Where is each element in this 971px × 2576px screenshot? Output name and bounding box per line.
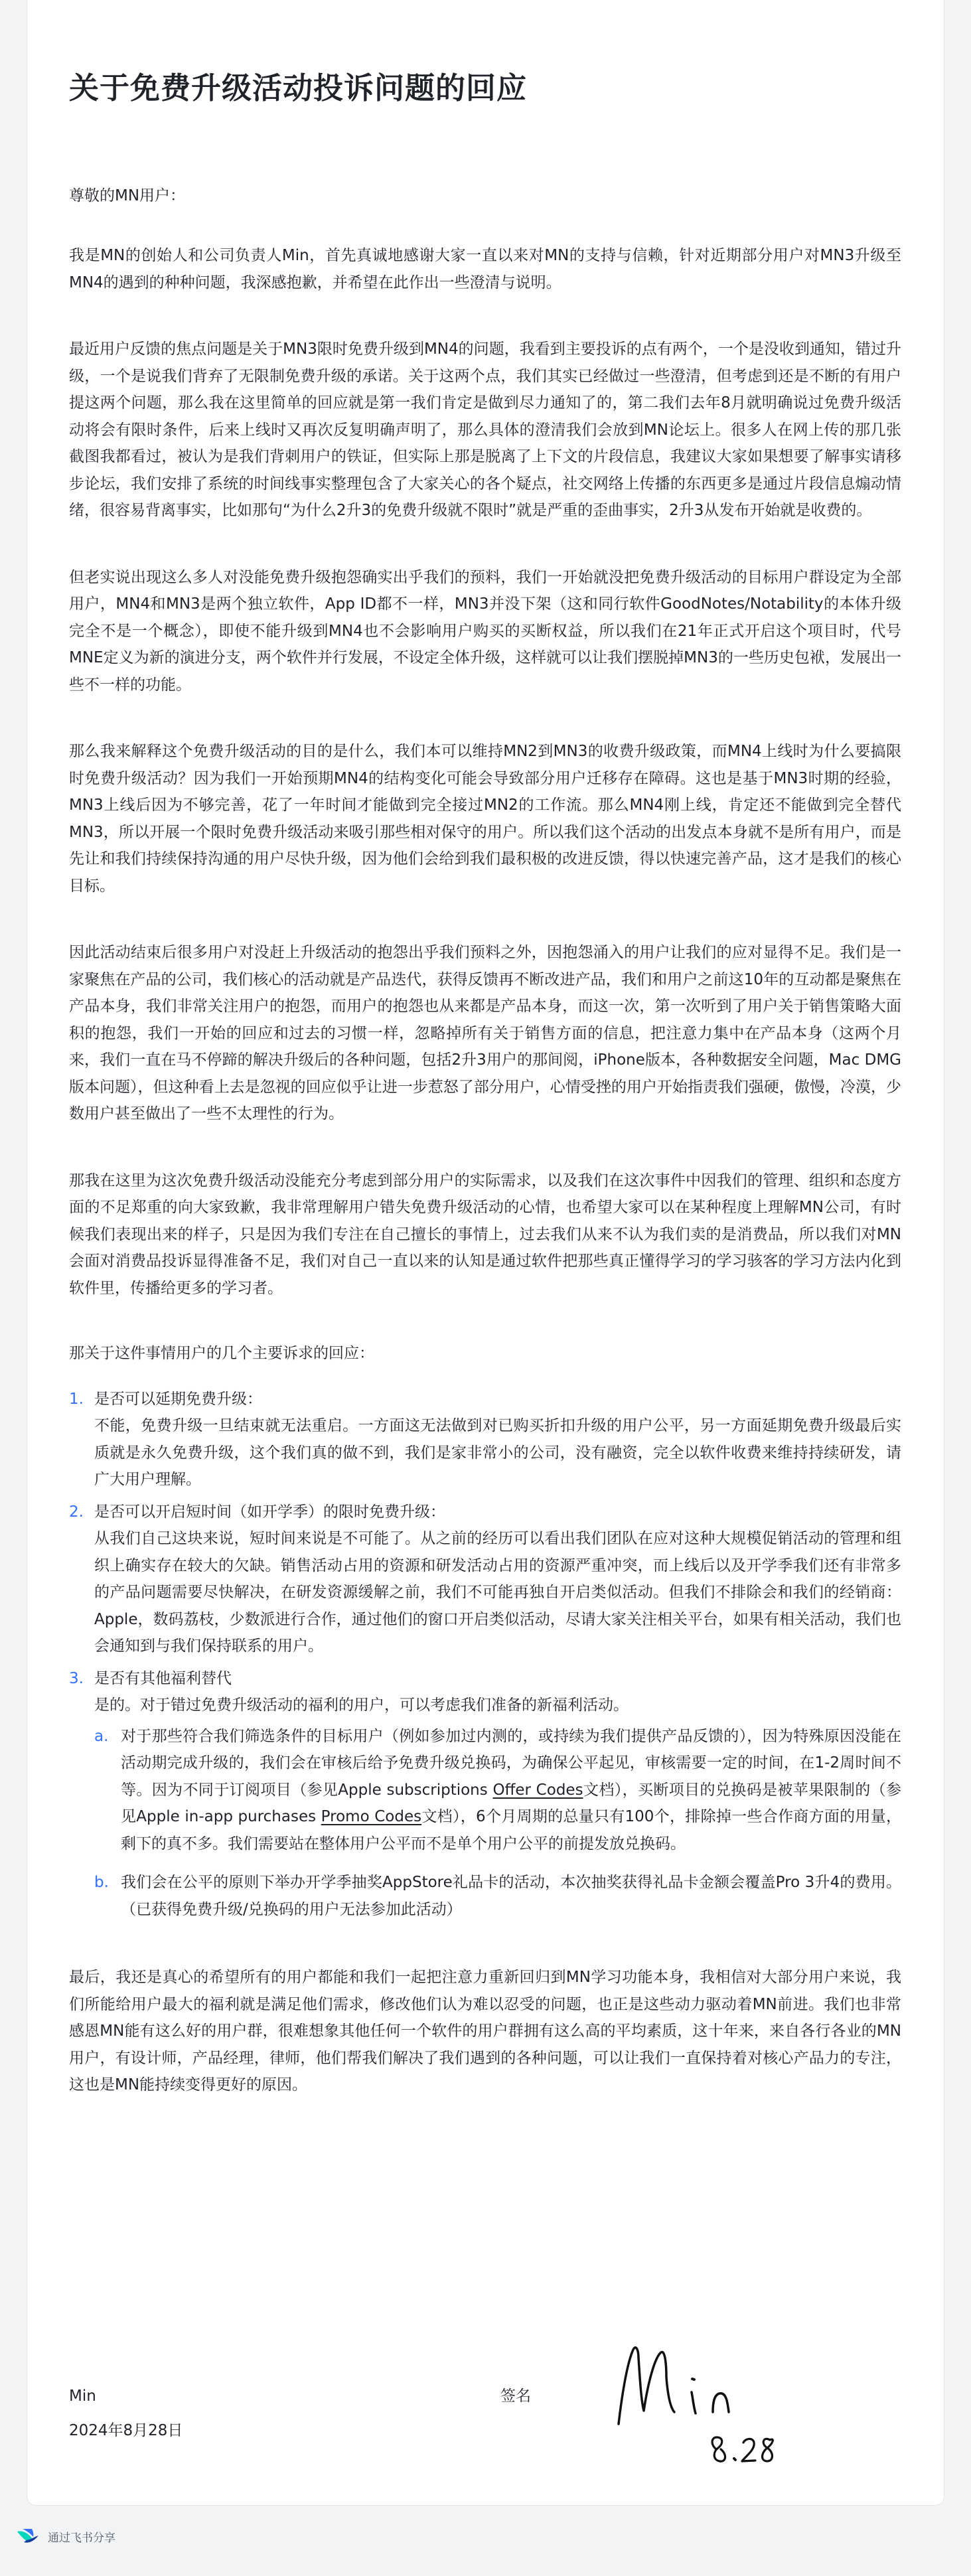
sub-list-item [94, 1723, 901, 1858]
list-answer: 从我们自己这块来说，短时间来说是不可能了。从之前的经历可以看出我们团队在应对这种大规模促销活动的管理和组织上确实存在较大的欠缺。销售活动占用的资源和研发活动占用的资源严重冲突，而上线后以及开学季我们还有非常多的产品问题需要尽快解决，在研发资源缓解之前，我们不可能再独自开启类似活动。但我们不排除会和我们的经销商：Apple，数码荔枝，少数派进行合作，通过他们的窗口开启类似活动，尽请大家关注相关平台，如果有相关活动，我们也会通知到与我们保持联系的用户。 [94, 1530, 901, 1655]
sub-list-letter: b. [94, 1874, 109, 1891]
signature-block [69, 2383, 901, 2462]
list-item [69, 1665, 901, 1924]
greeting: 尊敬的MN用户： [69, 187, 186, 204]
share-footer-text: 通过飞书分享 [48, 2531, 115, 2545]
list-answer: 是的。对于错过免费升级活动的福利的用户，可以考虑我们准备的新福利活动。 [94, 1697, 629, 1714]
signature-label: 签名 [500, 2387, 531, 2405]
share-footer[interactable] [15, 2526, 115, 2546]
sub-list-item [94, 1869, 901, 1923]
list-item [69, 1499, 901, 1660]
page-title: 关于免费升级活动投诉问题的回应 [69, 70, 528, 106]
sub-list-letter: a. [94, 1727, 109, 1745]
paragraph-response: 因此活动结束后很多用户对没赶上升级活动的抱怨出乎我们预料之外，因抱怨涌入的用户让我们的应对显得不足。我们是一家聚焦在产品的公司，我们核心的活动就是产品迭代，获得反馈再不断改进产品，我们和用户之前这10年的互动都是聚焦在产品本身，我们非常关注用户的抱怨，而用户的抱怨也从来都是产品本身，而这一次，第一次听到了用户关于销售策略大面积的抱怨，我们一开始的回应和过去的习惯一样，忽略掉所有关于销售方面的信息，把注意力集中在产品本身（这两个月来，我们一直在马不停蹄的解决升级后的各种问题，包括2升3用户的那间阅，iPhone版本，各种数据安全问题，Mac DMG版本问题），但这种看上去是忽视的回应似乎让进一步惹怒了部分用户，心情受挫的用户开始指责我们强硬，傲慢，冷漠，少数用户甚至做出了一些不太理性的行为。 [69, 944, 901, 1122]
list-number: 3. [69, 1669, 84, 1687]
promo-codes-link[interactable]: Promo Codes [321, 1808, 422, 1825]
paragraph-apology: 那我在这里为这次免费升级活动没能充分考虑到部分用户的实际需求，以及我们在这次事件中因我们的管理、组织和态度方面的不足郑重的向大家致歉，我非常理解用户错失免费升级活动的心情，也希望大家可以在某种程度上理解MN公司，有时候我们表现出来的样子，只是因为我们专注在自己擅长的事情上，过去我们从来不认为我们卖的是消费品，所以我们对MN会面对消费品投诉显得准备不足，我们对自己一直以来的认知是通过软件把那些真正懂得学习的学习骇客的学习方法内化到软件里，传播给更多的学习者。 [69, 1172, 901, 1297]
sub-list [94, 1723, 901, 1924]
paragraph-complaints: 最近用户反馈的焦点问题是关于MN3限时免费升级到MN4的问题，我看到主要投诉的点有两个，一个是没收到通知，错过升级，一个是说我们背弃了无限制免费升级的承诺。关于这两个点，我们其实已经做过一些澄清，但考虑到还是不断的有用户提这两个问题，那么我在这里简单的回应就是第一我们肯定是做到尽力通知了的，第二我们去年8月就明确说过免费升级活动将会有限时条件，后来上线时又再次反复明确声明了，那么具体的澄清我们会放到MN论坛上。很多人在网上传的那几张截图我都看过，被认为是我们背刺用户的铁证，但实际上那是脱离了上下文的片段信息，我建议大家如果想要了解事实请移步论坛，我们安排了系统的时间线事实整理包含了大家关心的各个疑点，社交网络上传播的东西更多是通过片段信息煽动情绪，很容易背离事实，比如那句“为什么2升3的免费升级就不限时”就是严重的歪曲事实，2升3从发布开始就是收费的。 [69, 341, 901, 519]
list-number: 2. [69, 1503, 84, 1521]
document-card [27, 0, 944, 2506]
sub-text: 对于那些符合我们筛选条件的目标用户（例如参加过内测的，或持续为我们提供产品反馈的），因为特殊原因没能在活动期完成升级的，我们会在审核后给予免费升级兑换码，为确保公平起见，审核需要一定的时间，在1-2周时间不等。因为不同于订阅项目（参见Apple subscriptions [121, 1727, 901, 1799]
sub-text: 文档），6个月周期的总量只有100个，排除掉一些合作商方面的用量，剩下的真不多。我们需要站在整体用户公平而不是单个用户公平的前提发放兑换码。 [121, 1808, 901, 1853]
feishu-logo-icon [15, 2526, 41, 2546]
responses-intro: 那关于这件事情用户的几个主要诉求的回应： [69, 1345, 374, 1362]
list-answer: 不能，免费升级一旦结束就无法重启。一方面这无法做到对已购买折扣升级的用户公平，另一方面延期免费升级最后实质就是永久免费升级，这个我们真的做不到，我们是家非常小的公司，没有融资，完全以软件收费来维持持续研发，请广大用户理解。 [94, 1417, 901, 1488]
signature-date: 2024年8月28日 [69, 2422, 183, 2439]
response-list [69, 1386, 901, 1924]
paragraph-expectation: 但老实说出现这么多人对没能免费升级抱怨确实出乎我们的预料，我们一开始就没把免费升级活动的目标用户群设定为全部用户，MN4和MN3是两个独立软件，App ID都不一样，MN3并没下架（这和同行软件GoodNotes/Notability的本体升级完全不是一个概念），即使不能升级到MN4也不会影响用户购买的买断权益，所以我们在21年正式开启这个项目时，代号MNE定义为新的演进分支，两个软件并行发展，不设定全体升级，这样就可以让我们摆脱掉MN3的一些历史包袱，发展出一些不一样的功能。 [69, 568, 901, 694]
document-body [69, 68, 901, 2099]
sub-text: 我们会在公平的原则下举办开学季抽奖AppStore礼品卡的活动，本次抽奖获得礼品卡金额会覆盖Pro 3升4的费用。（已获得免费升级/兑换码的用户无法参加此活动） [121, 1874, 901, 1918]
list-question: 是否可以开启短时间（如开学季）的限时免费升级： [94, 1503, 445, 1521]
author-name: Min [69, 2387, 96, 2405]
list-question: 是否有其他福利替代 [94, 1669, 232, 1687]
paragraph-purpose: 那么我来解释这个免费升级活动的目的是什么，我们本可以维持MN2到MN3的收费升级政策，而MN4上线时为什么要搞限时免费升级活动？因为我们一开始预期MN4的结构变化可能会导致部分用户迁移存在障碍。这也是基于MN3时期的经验，MN3上线后因为不够完善，花了一年时间才能做到完全接过MN2的工作流。那么MN4刚上线，肯定还不能做到完全替代MN3，所以开展一个限时免费升级活动来吸引那些相对保守的用户。所以我们这个活动的出发点本身就不是所有用户，而是先让和我们持续保持沟通的用户尽快升级，因为他们会给到我们最积极的改进反馈，得以快速完善产品，这才是我们的核心目标。 [69, 743, 901, 895]
paragraph-intro: 我是MN的创始人和公司负责人Min，首先真诚地感谢大家一直以来对MN的支持与信赖，针对近期部分用户对MN3升级至MN4的遇到的种种问题，我深感抱歉，并希望在此作出一些澄清与说明。 [69, 247, 901, 291]
list-question: 是否可以延期免费升级： [94, 1390, 262, 1408]
sub-text: 文档），买断项目的兑换码是被苹果限制的（参见Apple in-app purchases [121, 1781, 902, 1825]
offer-codes-link[interactable]: Offer Codes [492, 1781, 583, 1799]
list-item [69, 1386, 901, 1493]
handwritten-signature [613, 2338, 839, 2490]
list-number: 1. [69, 1390, 84, 1408]
closing-paragraph: 最后，我还是真心的希望所有的用户都能和我们一起把注意力重新回归到MN学习功能本身，我相信对大部分用户来说，我们所能给用户最大的福利就是满足他们需求，修改他们认为难以忍受的问题，也正是这些动力驱动着MN前进。我们也非常感恩MN能有这么好的用户群，很难想象其他任何一个软件的用户群拥有这么高的平均素质，这十年来，来自各行各业的MN用户，有设计师，产品经理，律师，他们帮我们解决了我们遇到的各种问题，可以让我们一直保持着对核心产品力的专注，这也是MN能持续变得更好的原因。 [69, 1969, 901, 2093]
